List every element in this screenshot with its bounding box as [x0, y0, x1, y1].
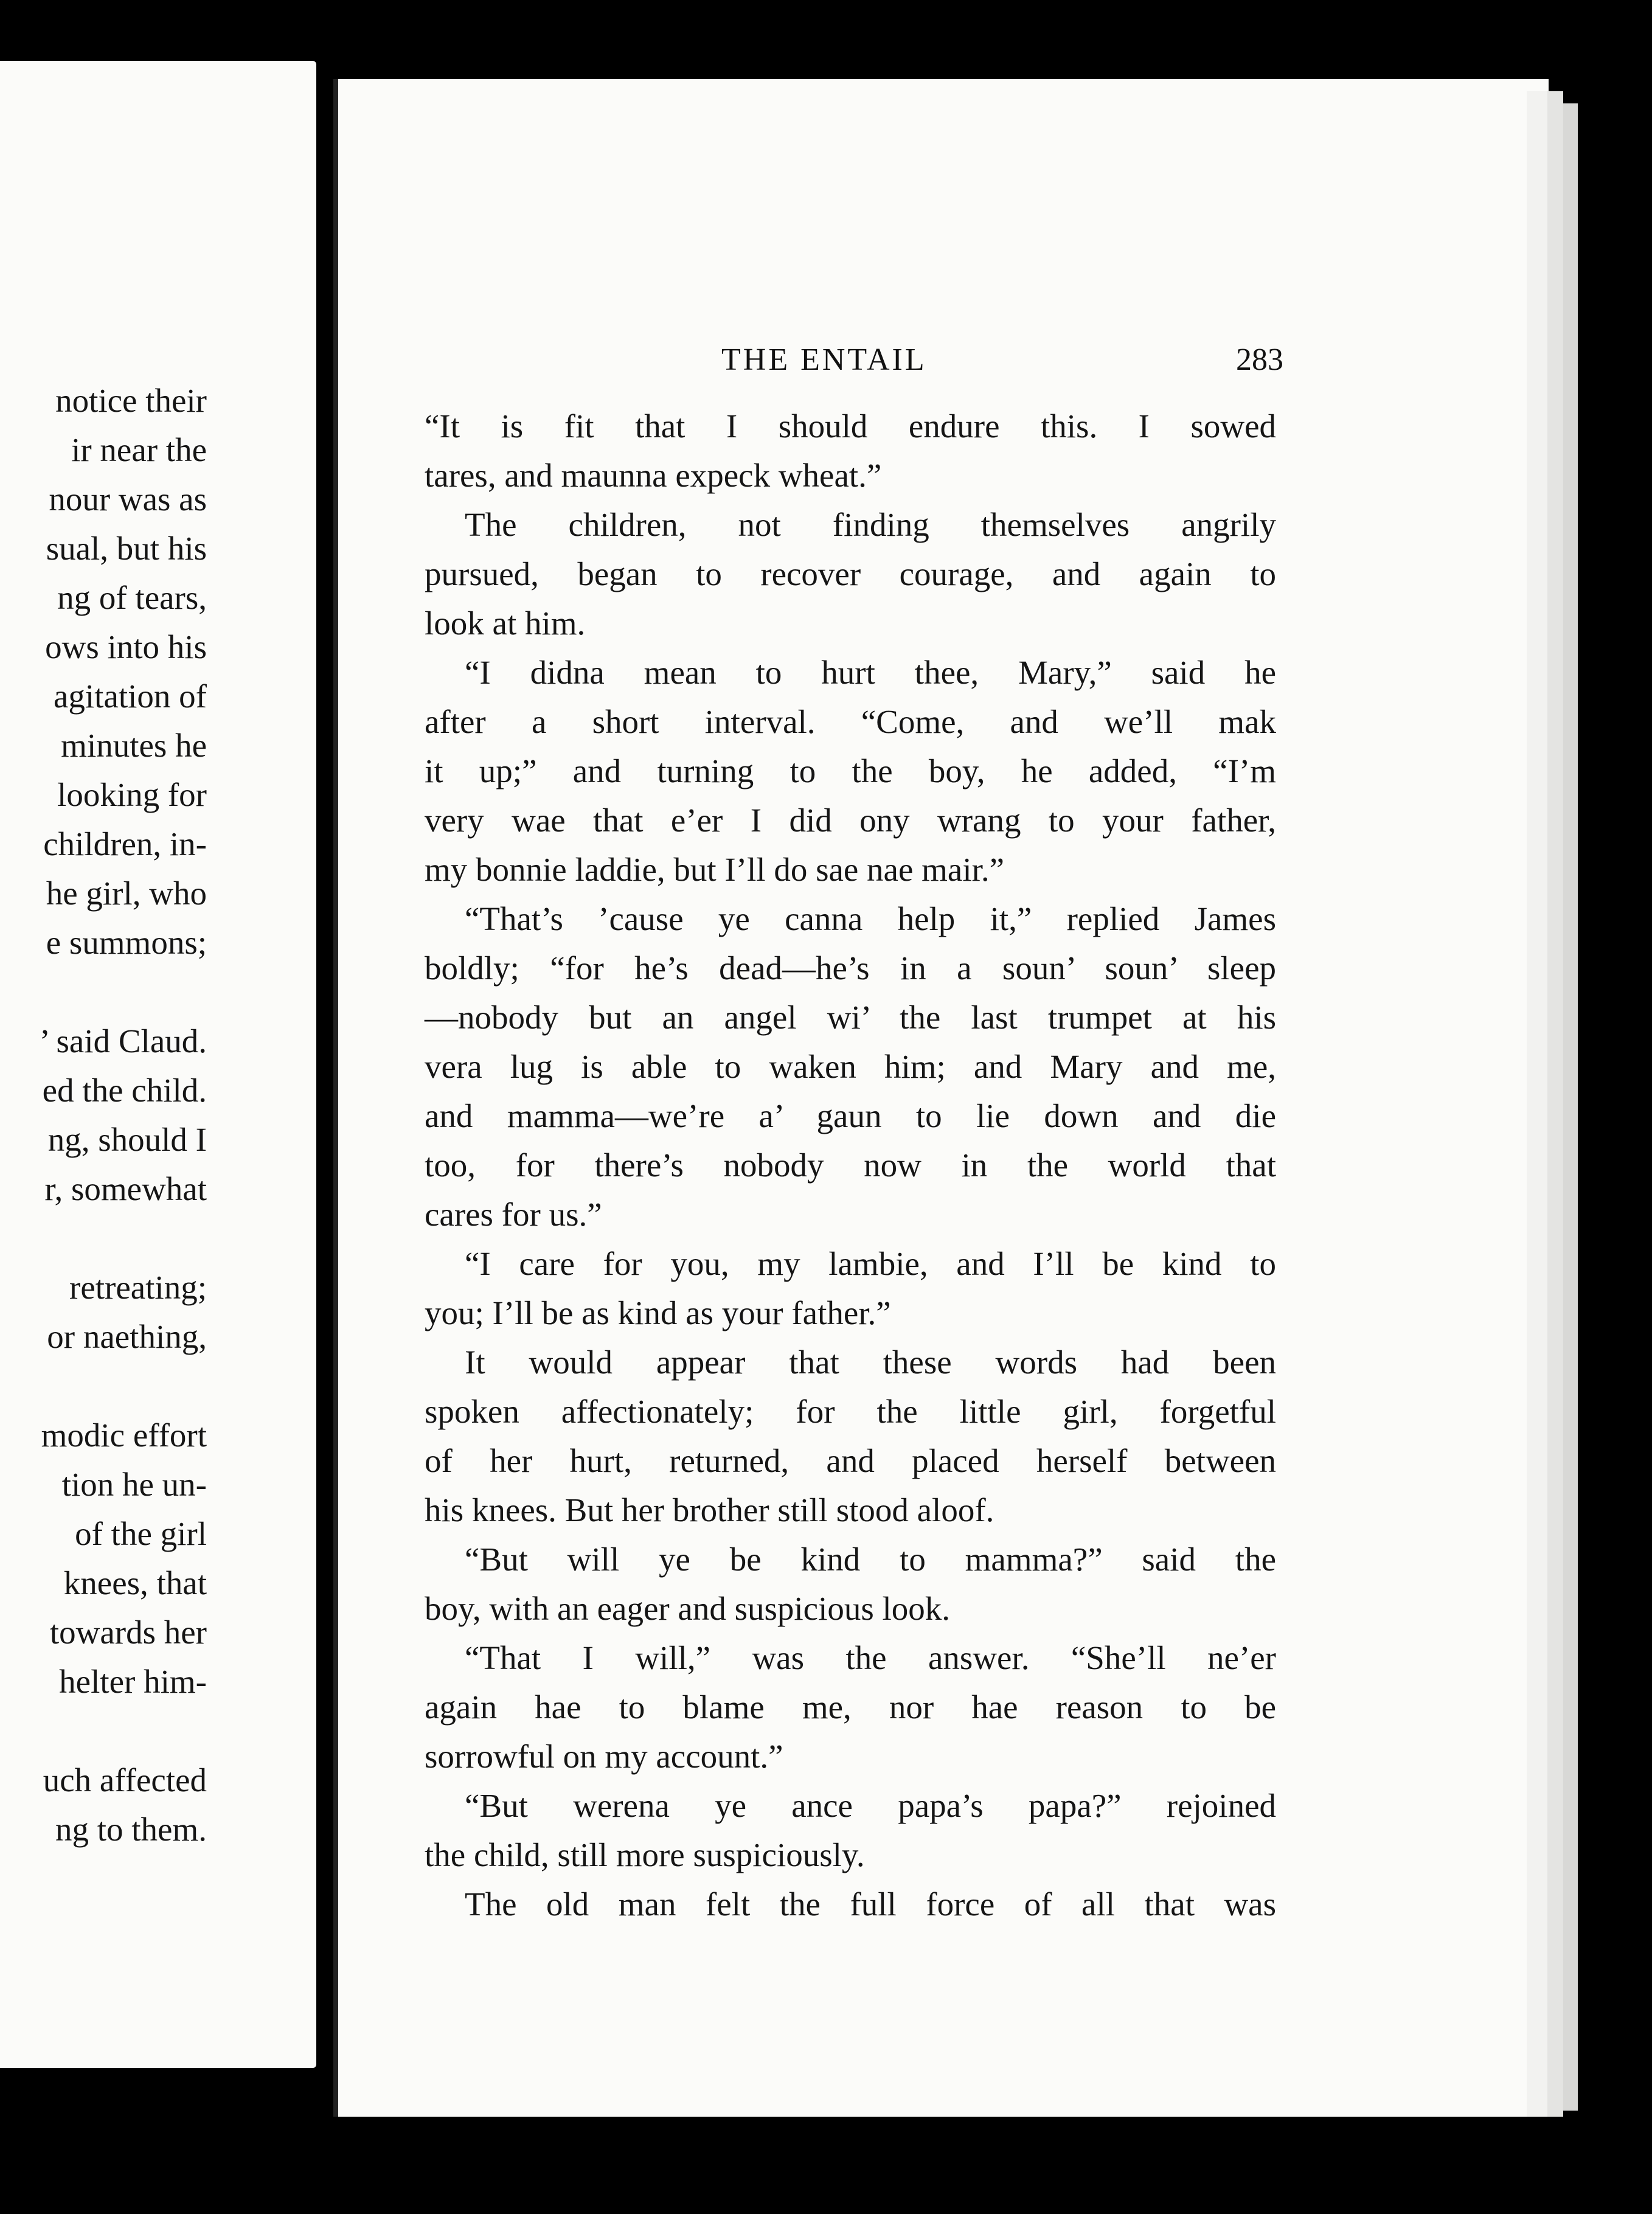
text-line: cares for us.”	[425, 1196, 602, 1233]
text-line: the child, still more suspiciously.	[425, 1836, 865, 1873]
left-text-line: ’ said Claud.	[39, 1022, 207, 1060]
text-line: The children, not finding themselves angrily	[465, 506, 1276, 543]
page-edge	[1527, 91, 1547, 2117]
text-line: sorrowful on my account.”	[425, 1738, 783, 1775]
left-text-line: sual, but his	[46, 530, 207, 567]
left-text-line: helter him-	[59, 1663, 207, 1700]
text-line: “I didna mean to hurt thee, Mary,” said he	[465, 654, 1276, 691]
text-line: of her hurt, returned, and placed herself between	[425, 1442, 1276, 1479]
left-text-line: children, in-	[43, 825, 207, 862]
left-text-line: nour was as	[49, 481, 207, 518]
right-page	[333, 79, 1549, 2117]
left-text-line: agitation of	[53, 678, 207, 715]
left-text-line: ng to them.	[55, 1811, 207, 1848]
left-text-line: of the girl	[75, 1515, 207, 1552]
left-text-line: looking for	[57, 776, 207, 813]
left-text-line: ows into his	[45, 628, 207, 665]
text-line: It would appear that these words had been	[465, 1344, 1276, 1381]
text-line: again hae to blame me, nor hae reason to be	[425, 1688, 1276, 1726]
left-text-line: ir near the	[71, 431, 207, 468]
running-head: THE ENTAIL	[721, 342, 927, 377]
text-line: —nobody but an angel wi’ the last trumpet at his	[425, 999, 1276, 1036]
text-line: it up;” and turning to the boy, he added, “I’m	[425, 752, 1276, 789]
left-page	[0, 61, 316, 2068]
left-text-line: retreating;	[69, 1269, 207, 1306]
page-edge	[1563, 103, 1578, 2111]
left-text-line: r, somewhat	[44, 1170, 207, 1207]
text-line: boldly; “for he’s dead—he’s in a soun’ soun’ sleep	[425, 949, 1276, 987]
page-number: 283	[1236, 342, 1283, 377]
text-line: “But will ye be kind to mamma?” said the	[465, 1541, 1276, 1578]
left-text-line	[0, 1361, 207, 1411]
left-text-line: ng of tears,	[57, 579, 207, 616]
left-text-line	[0, 1213, 207, 1263]
left-text-line: ed the child.	[42, 1072, 207, 1109]
text-line: “It is fit that I should endure this. I sowed	[425, 408, 1276, 445]
left-text-line: notice their	[55, 382, 207, 419]
text-line: look at him.	[425, 605, 586, 642]
left-text-line: or naething,	[47, 1318, 207, 1355]
left-text-line: towards her	[49, 1614, 207, 1651]
text-line: spoken affectionately; for the little girl, forgetful	[425, 1393, 1276, 1430]
left-text-line: minutes he	[61, 727, 207, 764]
text-line: “I care for you, my lambie, and I’ll be kind to	[465, 1245, 1276, 1282]
text-line: after a short interval. “Come, and we’ll mak	[425, 703, 1276, 740]
left-text-line: tion he un-	[61, 1466, 207, 1503]
text-line: vera lug is able to waken him; and Mary and me,	[425, 1048, 1276, 1085]
left-text-line	[0, 967, 207, 1016]
left-text-line: he girl, who	[46, 875, 207, 912]
left-text-line: uch affected	[43, 1761, 207, 1799]
text-line: “That I will,” was the answer. “She’ll ne’er	[465, 1639, 1276, 1676]
left-text-line: modic effort	[41, 1417, 207, 1454]
text-line: pursued, began to recover courage, and again to	[425, 555, 1276, 592]
page-header	[338, 342, 1549, 384]
text-line: “But werena ye ance papa’s papa?” rejoined	[465, 1787, 1276, 1824]
text-line: his knees. But her brother still stood aloof.	[425, 1491, 994, 1529]
text-line: and mamma—we’re a’ gaun to lie down and die	[425, 1097, 1276, 1134]
left-text-line: ng, should I	[47, 1121, 207, 1158]
text-line: tares, and maunna expeck wheat.”	[425, 457, 882, 494]
left-text-line	[0, 1706, 207, 1755]
text-line: The old man felt the full force of all that was	[465, 1886, 1276, 1923]
left-page-text	[0, 376, 207, 1854]
text-line: boy, with an eager and suspicious look.	[425, 1590, 951, 1627]
text-line: very wae that e’er I did ony wrang to your father,	[425, 802, 1276, 839]
page-edge	[1547, 91, 1563, 2117]
text-line: “That’s ’cause ye canna help it,” replied James	[465, 900, 1276, 937]
body-text	[425, 401, 1276, 1929]
left-text-line: knees, that	[63, 1564, 207, 1602]
text-line: you; I’ll be as kind as your father.”	[425, 1294, 891, 1331]
text-line: my bonnie laddie, but I’ll do sae nae mair.”	[425, 851, 1005, 888]
left-text-line: e summons;	[46, 924, 207, 961]
text-line: too, for there’s nobody now in the world that	[425, 1147, 1276, 1184]
